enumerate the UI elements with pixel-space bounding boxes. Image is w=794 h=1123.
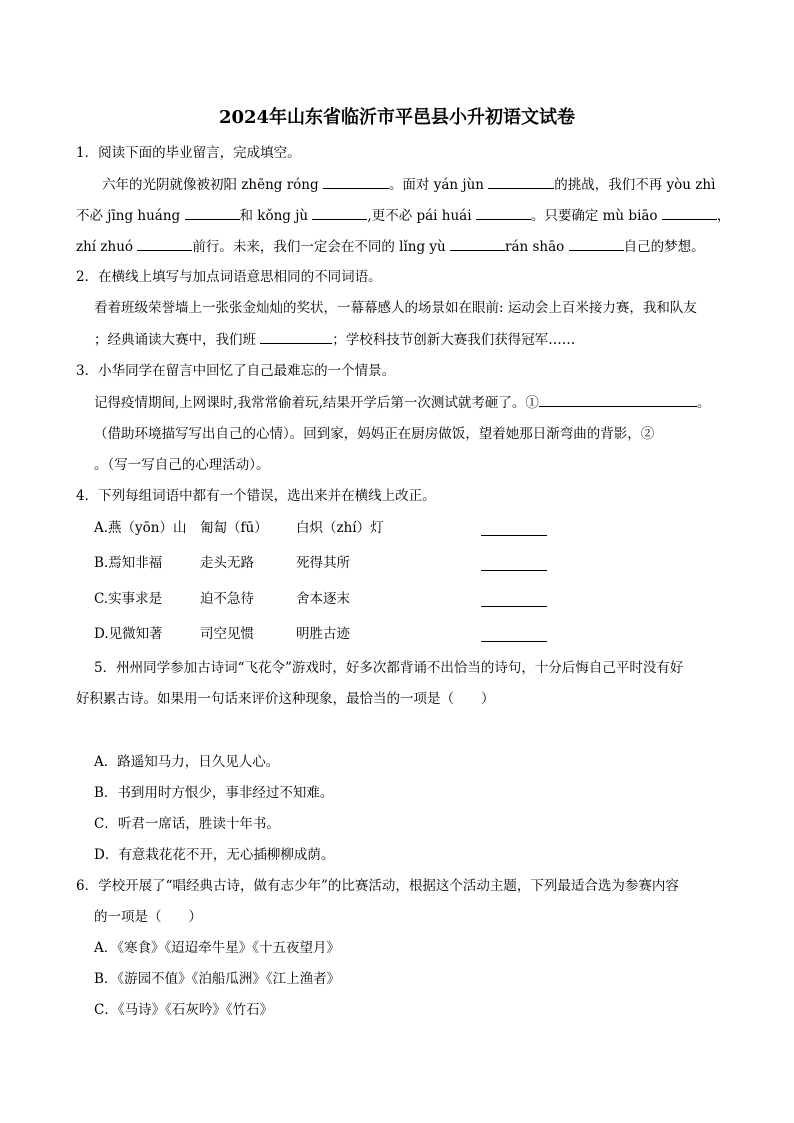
q1-text: 的挑战，我们不再 yòu zhì — [554, 177, 716, 193]
q1-blank[interactable] — [488, 174, 554, 189]
q4-answer-blank[interactable] — [481, 521, 547, 536]
q4-row-d — [94, 624, 554, 646]
page-title: 2024年山东省临沂市平邑县小升初语文试卷 — [218, 107, 576, 128]
q2-text: ；学校科技节创新大赛我们获得冠军…… — [332, 332, 576, 348]
q4-word: 舍本逐末 — [296, 591, 350, 607]
q4-word: 明胜古迹 — [296, 626, 350, 642]
q4-word: A.燕（yōn）山 — [94, 520, 187, 536]
q1-line-3 — [76, 236, 705, 257]
q1-text: zhí zhuó — [76, 239, 138, 255]
q1-blank[interactable] — [569, 236, 624, 251]
q2-text: ；经典诵读大赛中，我们班 — [94, 332, 261, 348]
q1-line-2 — [76, 205, 730, 226]
q4-word: B.焉知非福 — [94, 555, 163, 571]
q1-text: 和 kǒng jù — [239, 208, 313, 224]
q3-line-3: 。（写一写自己的心理活动）。 — [94, 457, 270, 473]
q5-option-a[interactable]: A．路遥知马力，日久见人心。 — [94, 754, 280, 770]
q6-stem-line-2: 的一项是（ ） — [94, 909, 202, 925]
q1-text: 自己的梦想。 — [623, 239, 705, 255]
q4-word: C.实事求是 — [94, 591, 163, 607]
q1-blank[interactable] — [476, 205, 531, 220]
q6-option-c[interactable]: C．《马诗》《石灰吟》《竹石》 — [94, 1002, 274, 1018]
q4-word: 司空见惯 — [200, 626, 254, 642]
q3-line-1 — [94, 392, 710, 413]
q4-word: D.见微知著 — [94, 626, 163, 642]
q3-text: 记得疫情期间,上网课时,我常常偷着玩,结果开学后第一次测试就考砸了。① — [94, 395, 539, 411]
q1-text: 不必 jīng huáng — [76, 208, 185, 224]
q4-row-c — [94, 589, 554, 611]
q5-stem-line-2: 好积累古诗。如果用一句话来评价这种现象，最恰当的一项是（ ） — [76, 691, 495, 707]
q3-text: 。 — [696, 395, 711, 411]
q5-option-d[interactable]: D．有意栽花花不开，无心插柳柳成荫。 — [94, 847, 335, 863]
q4-answer-blank[interactable] — [481, 592, 547, 607]
q1-blank[interactable] — [312, 205, 367, 220]
q1-blank[interactable] — [185, 205, 240, 220]
q1-blank[interactable] — [137, 236, 192, 251]
q3-blank-1[interactable] — [539, 392, 697, 407]
q6-option-a[interactable]: A．《寒食》《迢迢牵牛星》《十五夜望月》 — [94, 940, 340, 956]
q4-answer-blank[interactable] — [481, 556, 547, 571]
q1-blank[interactable] — [450, 236, 505, 251]
q1-blank[interactable] — [662, 205, 717, 220]
q1-blank[interactable] — [323, 174, 389, 189]
q5-option-b[interactable]: B．书到用时方恨少，事非经过不知难。 — [94, 785, 334, 801]
q4-stem: 4．下列每组词语中都有一个错误，选出来并在横线上改正。 — [76, 488, 436, 504]
q5-stem-line-1: 5．州州同学参加古诗词“飞花令”游戏时，好多次都背诵不出恰当的诗句，十分后悔自己平时没有好 — [94, 660, 684, 676]
q3-line-2: （借助环境描写写出自己的心情）。回到家，妈妈正在厨房做饭，望着她那日渐弯曲的背影，② — [94, 426, 655, 442]
q2-blank[interactable] — [260, 329, 332, 344]
q2-stem: 2．在横线上填写与加点词语意思相同的不同词语。 — [76, 269, 382, 285]
q1-line-1 — [102, 174, 715, 195]
q4-answer-blank[interactable] — [481, 627, 547, 642]
q1-text: 六年的光阴就像被初阳 zhēng róng — [102, 177, 323, 193]
q1-text: 。面对 yán jùn — [388, 177, 489, 193]
q1-stem: 1．阅读下面的毕业留言，完成填空。 — [76, 145, 301, 161]
q2-line-1: 看着班级荣誉墙上一张张金灿灿的奖状，一幕幕感人的场景如在眼前: 运动会上百米接力赛，我和队友 — [94, 300, 697, 316]
q4-word: 死得其所 — [296, 555, 350, 571]
q4-row-b — [94, 553, 554, 575]
q1-text: ,更不必 pái huái — [367, 208, 476, 224]
q1-text: 。只要确定 mù biāo — [530, 208, 662, 224]
q1-text: 前行。未来，我们一定会在不同的 lǐng yù — [192, 239, 451, 255]
q1-text: ， — [716, 208, 731, 224]
q6-option-b[interactable]: B．《游园不值》《泊船瓜洲》《江上渔者》 — [94, 971, 341, 987]
q4-row-a — [94, 518, 554, 540]
q4-word: 迫不急待 — [200, 591, 254, 607]
q3-stem: 3．小华同学在留言中回忆了自己最难忘的一个情景。 — [76, 363, 396, 379]
q6-stem-line-1: 6．学校开展了“唱经典古诗，做有志少年”的比赛活动，根据这个活动主题，下列最适合选为参赛内容 — [76, 878, 679, 894]
q4-word: 走头无路 — [200, 555, 254, 571]
q2-line-2 — [94, 329, 575, 350]
q4-word: 白炽（zhí）灯 — [296, 520, 384, 536]
q5-option-c[interactable]: C．听君一席话，胜读十年书。 — [94, 816, 280, 832]
q1-text: rán shāo — [505, 239, 569, 255]
q4-word: 匍匐（fū） — [200, 520, 268, 536]
